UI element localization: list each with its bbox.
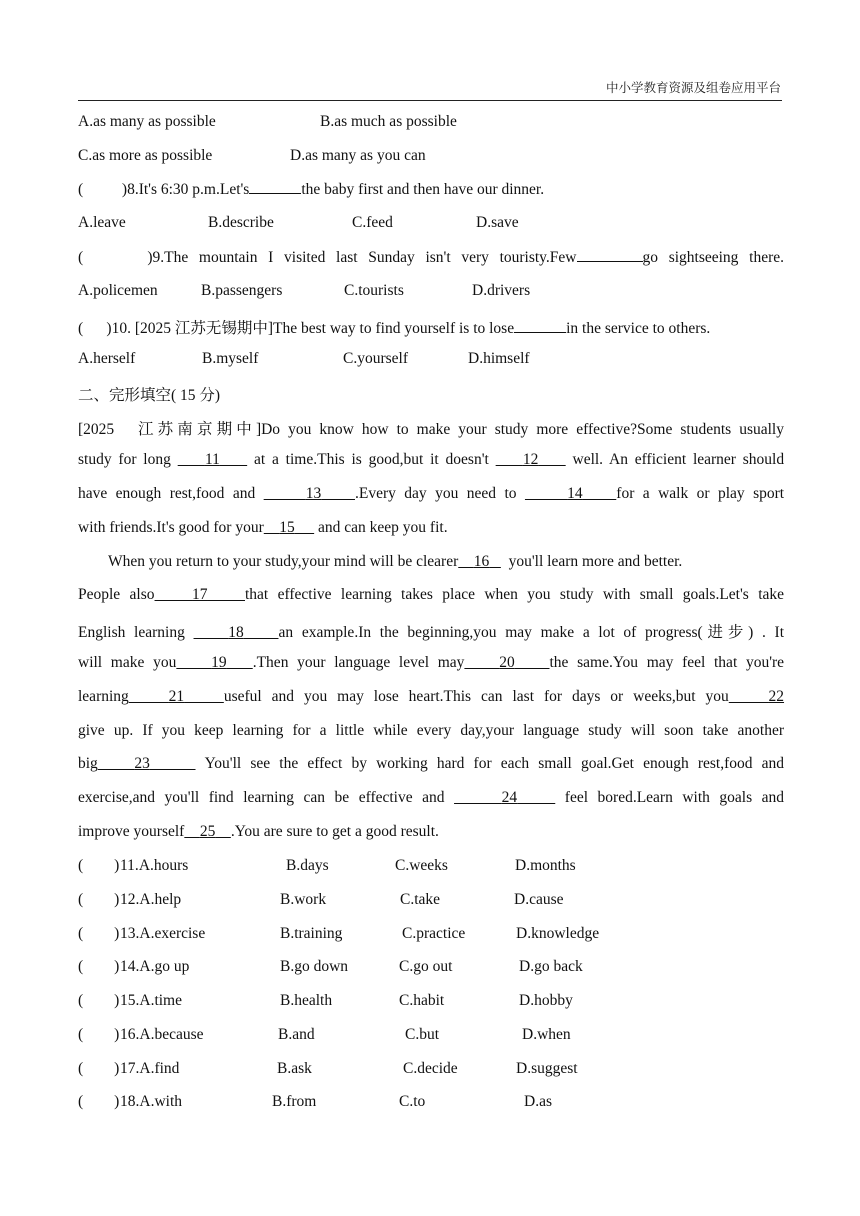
blank-22: 22 [768, 688, 785, 705]
q10-paren: ( ) [78, 320, 112, 337]
cloze-paren: ( ) [78, 925, 120, 942]
cloze-option-b: B.from [272, 1093, 317, 1110]
blank-16: 16 [473, 553, 490, 570]
passage-line-9: learning 21 useful and you may lose heart.This can last for days or weeks,but you 22 [78, 688, 785, 705]
q7-option-b: B.as much as possible [320, 113, 457, 130]
blank-15: 15 [279, 519, 295, 536]
blank-24: 24 [501, 789, 518, 806]
passage-line-3: have enough rest,food and 13 .Every day you need to 14 for a walk or play sport [78, 485, 785, 502]
cloze-option-c: C.practice [402, 925, 466, 942]
passage-line-1: [2025 江苏南京期中]Do you know how to make your study more effective?Some students usually [78, 421, 784, 438]
blank-21: 21 [168, 688, 185, 705]
cloze-option-b: B.ask [277, 1060, 312, 1077]
cloze-option-b: B.training [280, 925, 343, 942]
q8-option-c: C.feed [352, 214, 393, 231]
q8-option-d: D.save [476, 214, 519, 231]
cloze-option-a: 17.A.find [120, 1060, 180, 1077]
blank-17: 17 [192, 586, 208, 603]
blank-13: 13 [305, 485, 322, 502]
q8-stem: ( )8.It's 6:30 p.m.Let's the baby first and then have our dinner. [78, 181, 545, 198]
q9-option-b: B.passengers [201, 282, 283, 299]
q7-option-d: D.as many as you can [290, 147, 426, 164]
blank-23: 23 [134, 755, 150, 772]
q7-option-a: A.as many as possible [78, 113, 216, 130]
cloze-option-b: B.work [280, 891, 327, 908]
cloze-option-b: B.go down [280, 958, 349, 975]
q10-blank [514, 319, 566, 333]
cloze-option-c: C.decide [403, 1060, 458, 1077]
q10-option-b: B.myself [202, 350, 259, 367]
q10-stem: ( )10. [2025 江苏无锡期中]The best way to find yourself is to lose in the service to others. [78, 320, 711, 337]
blank-25: 25 [199, 823, 216, 840]
q10-option-a: A.herself [78, 350, 136, 367]
cloze-paren: ( ) [78, 1093, 120, 1110]
passage-line-4: with friends.It's good for your 15 and can keep you fit. [78, 519, 448, 536]
blank-20: 20 [499, 654, 515, 671]
blank-19: 19 [211, 654, 227, 671]
q10-option-d: D.himself [468, 350, 530, 367]
q9-blank [577, 248, 643, 262]
cloze-option-b: B.days [286, 857, 329, 874]
cloze-option-a: 14.A.go up [120, 958, 190, 975]
header-rule [78, 100, 782, 101]
cloze-paren: ( ) [78, 1060, 120, 1077]
section-title: 二、完形填空( 15 分) [78, 387, 221, 404]
cloze-paren: ( ) [78, 958, 120, 975]
passage-line-13: improve yourself 25 .You are sure to get a good result. [78, 823, 439, 840]
cloze-option-d: D.cause [514, 891, 564, 908]
cloze-option-a: 15.A.time [120, 992, 182, 1009]
passage-line-2: study for long 11 at a time.This is good,but it doesn't 12 well. An efficient learner should [78, 451, 785, 468]
q9-paren: ( ) [78, 249, 153, 266]
cloze-option-c: C.weeks [395, 857, 448, 874]
passage-line-7: English learning 18 an example.In the beginning,you may make a lot of progress(进步) . It [78, 624, 785, 641]
q8-option-b: B.describe [208, 214, 274, 231]
q8-paren: ( ) [78, 181, 128, 198]
cloze-option-d: D.suggest [516, 1060, 578, 1077]
q9-stem: ( )9.The mountain I visited last Sunday isn't very touristy.Few go sightseeing there. [78, 249, 784, 266]
cloze-option-b: B.health [280, 992, 333, 1009]
q8-option-a: A.leave [78, 214, 126, 231]
cloze-option-d: D.as [524, 1093, 552, 1110]
q10-option-c: C.yourself [343, 350, 409, 367]
cloze-option-d: D.months [515, 857, 576, 874]
passage-line-6: People also 17 that effective learning takes place when you study with small goals.Let's take [78, 586, 785, 603]
header-platform: 中小学教育资源及组卷应用平台 [605, 81, 781, 95]
blank-14: 14 [567, 485, 583, 502]
cloze-option-c: C.take [400, 891, 441, 908]
q9-option-a: A.policemen [78, 282, 158, 299]
cloze-option-b: B.and [278, 1026, 315, 1043]
passage-line-11: big 23 You'll see the effect by working hard for each small goal.Get enough rest,food and [78, 755, 785, 772]
cloze-option-d: D.hobby [519, 992, 573, 1009]
cloze-option-c: C.go out [399, 958, 453, 975]
blank-12: 12 [522, 451, 539, 468]
passage-line-5: When you return to your study,your mind will be clearer 16 you'll learn more and better. [108, 553, 683, 570]
q7-option-c: C.as more as possible [78, 147, 213, 164]
cloze-paren: ( ) [78, 857, 120, 874]
cloze-option-a: 12.A.help [120, 891, 182, 908]
cloze-option-d: D.go back [519, 958, 583, 975]
blank-18: 18 [228, 624, 244, 641]
cloze-option-c: C.habit [399, 992, 445, 1009]
passage-line-8: will make you 19 .Then your language level may 20 the same.You may feel that you're [78, 654, 785, 671]
cloze-paren: ( ) [78, 1026, 120, 1043]
cloze-option-a: 11.A.hours [120, 857, 189, 874]
cloze-option-d: D.when [522, 1026, 571, 1043]
cloze-option-c: C.but [405, 1026, 440, 1043]
cloze-paren: ( ) [78, 891, 120, 908]
cloze-option-d: D.knowledge [516, 925, 600, 942]
cloze-option-a: 13.A.exercise [120, 925, 206, 942]
q9-option-d: D.drivers [472, 282, 531, 299]
cloze-option-a: 18.A.with [120, 1093, 182, 1110]
passage-line-10: give up. If you keep learning for a little while every day,your language study will soon take another [78, 722, 784, 739]
cloze-option-c: C.to [399, 1093, 426, 1110]
cloze-option-a: 16.A.because [120, 1026, 204, 1043]
cloze-paren: ( ) [78, 992, 120, 1009]
q9-option-c: C.tourists [344, 282, 404, 299]
q8-blank [249, 180, 301, 194]
blank-11: 11 [204, 451, 220, 468]
passage-line-12: exercise,and you'll find learning can be effective and 24 feel bored.Learn with goals and [78, 789, 785, 806]
